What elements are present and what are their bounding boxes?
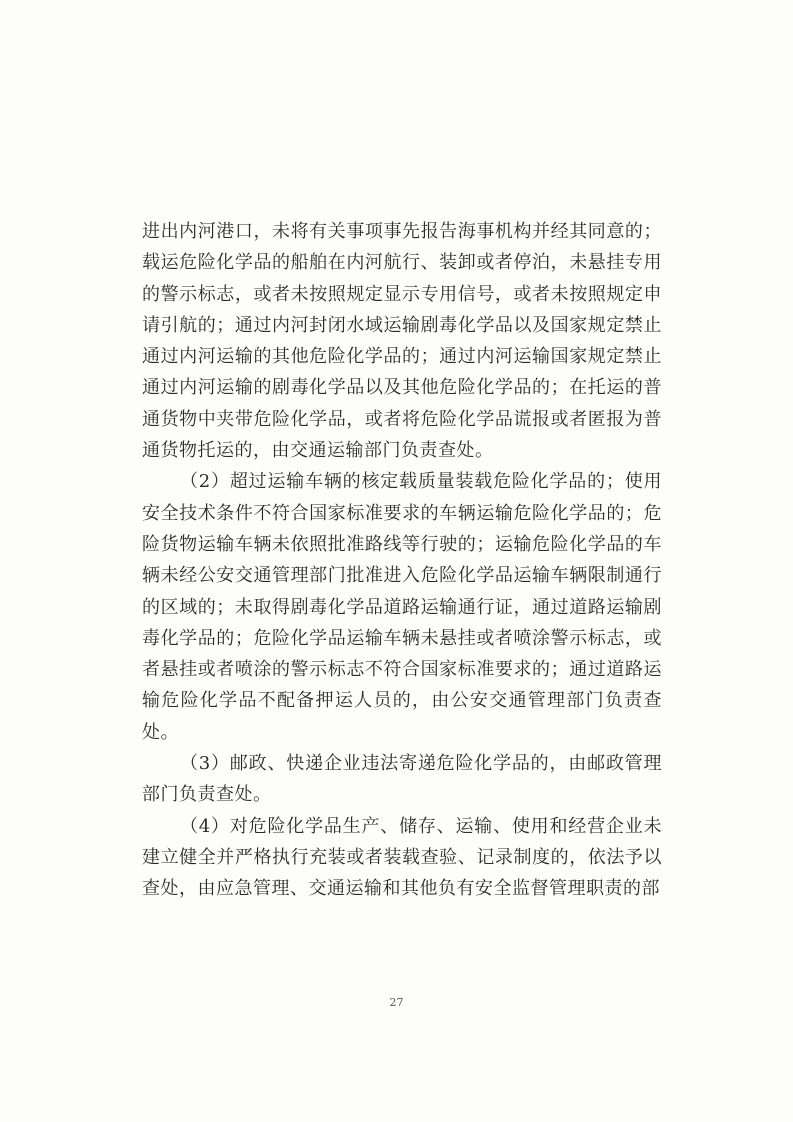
paragraph-continuation: 进出内河港口，未将有关事项事先报告海事机构并经其同意的；载运危险化学品的船舶在内河航行、装卸或者停泊，未悬挂专用的警示标志，或者未按照规定显示专用信号，或者未按照规定申请引航的；通过内河封闭水域运输剧毒化学品以及国家规定禁止通过内河运输的其他危险化学品的；通过内河运输国家规定禁止通过内河运输的剧毒化学品以及其他危险化学品的；在托运的普通货物中夹带危险化学品，或者将危险化学品谎报或者匿报为普通货物托运的，由交通运输部门负责查处。: [142, 221, 662, 462]
paragraph-item-2: （2）超过运输车辆的核定载质量装载危险化学品的；使用安全技术条件不符合国家标准要求的车辆运输危险化学品的；危险货物运输车辆未依照批准路线等行驶的；运输危险化学品的车辆未经公安交通管理部门批准进入危险化学品运输车辆限制通行的区域的；未取得剧毒化学品道路运输通行证，通过道路运输剧毒化学品的；危险化学品运输车辆未悬挂或者喷涂警示标志，或者悬挂或者喷涂的警示标志不符合国家标准要求的；通过道路运输危险化学品不配备押运人员的，由公安交通管理部门负责查处。: [142, 471, 662, 743]
paragraph-item-3: （3）邮政、快递企业违法寄递危险化学品的，由邮政管理部门负责查处。: [142, 753, 662, 806]
paragraph-item-4: （4）对危险化学品生产、储存、运输、使用和经营企业未建立健全并严格执行充装或者装载查验、记录制度的，依法予以查处，由应急管理、交通运输和其他负有安全监督管理职责的部: [142, 815, 662, 900]
page-number: 27: [389, 996, 404, 1009]
document-body: [142, 216, 662, 905]
